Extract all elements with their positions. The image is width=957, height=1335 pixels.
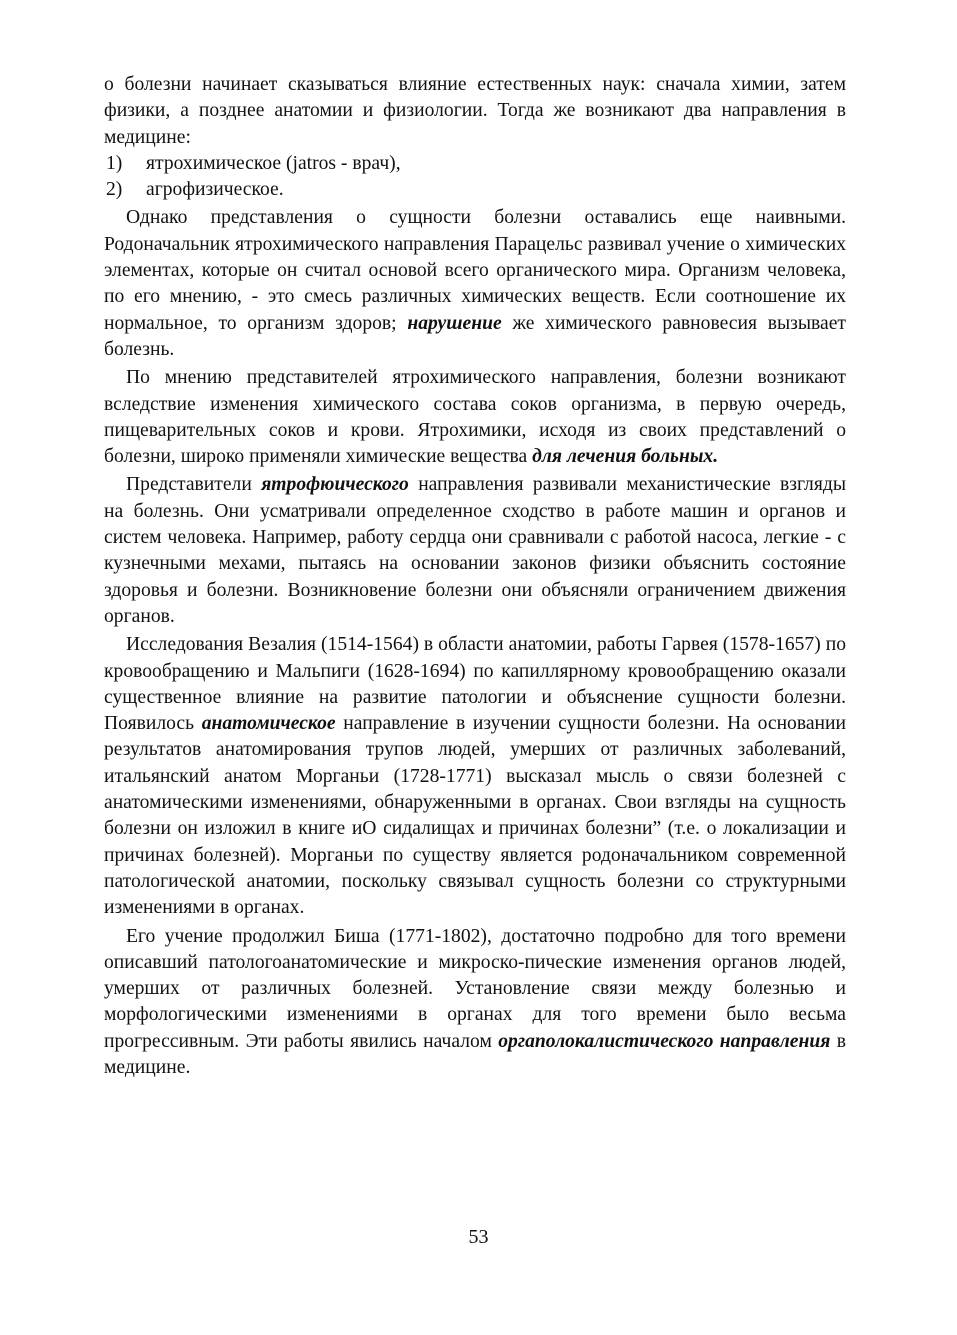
emphasis-term: для лечения больных. xyxy=(532,446,719,468)
paragraph-iatrochemists xyxy=(104,365,846,470)
emphasis-term: нарушение xyxy=(407,312,502,334)
page-number: 53 xyxy=(468,1226,489,1248)
paragraph-paracelsus xyxy=(104,205,846,363)
list-number: 1) xyxy=(106,152,123,174)
paragraph-text: в медицине. xyxy=(104,1030,846,1078)
list-text: агрофизическое. xyxy=(146,179,284,201)
list-text: ятрохимическое (jatros - врач), xyxy=(146,152,401,174)
paragraph-text: По мнению представителей ятрохимического направления, болезни возникают вследствие изменения химического состава соков организма, в первую очередь, пищеварительных соков и крови. Ятрохимики, исходя из своих представлений о болезни, широко применяли химические вещества xyxy=(104,367,846,468)
paragraph-bichat xyxy=(104,924,846,1082)
paragraph-iatrophysics xyxy=(104,472,846,630)
paragraph-anatomical xyxy=(104,632,846,921)
paragraph-text: Его учение продолжил Биша (1771-1802), достаточно подробно для того времени описавший патологоанатомические и микроско-пические изменения органов людей, умерших от различных болезней. Установление связи между болезнью и морфологическими изменениями в органах для того времени было весьма прогрессивным. Эти работы явились началом xyxy=(104,925,846,1052)
list-item xyxy=(104,177,846,203)
paragraph-text: же химического равновесия вызывает болезнь. xyxy=(104,312,846,360)
list-number: 2) xyxy=(106,179,123,201)
paragraph-text: направление в изучении сущности болезни. На основании результатов анатомирования трупов людей, умерших от различных заболеваний, итальянский анатом Морганьи (1728-1771) высказал мысль о связи болезней с анатомическими изменениями, обнаруженными в органах. Свои взгляды на сущность болезни он изложил в книге иО сидалищах и причинах болезни” (т.е. о локализации и причинах болезней). Морганьи по существу является родоначальником современной патологической анатомии, поскольку связывал сущность болезни со структурными изменениями в органах. xyxy=(104,713,846,919)
paragraph-text: направления развивали механистические взгляды на болезнь. Они усматривали определенное сходство в работе машин и органов и систем человека. Например, работу сердца они сравнивали с работой насоса, легкие - с кузнечными мехами, пытаясь на основании законов физики объяснить состояние здоровья и болезни. Возникновение болезни они объясняли ограничением движения органов. xyxy=(104,474,846,627)
intro-paragraph xyxy=(104,72,846,151)
paragraph-text: Исследования Везалия (1514-1564) в области анатомии, работы Гарвея (1578-1657) по кровообращению и Мальпиги (1628-1694) по капиллярному кровообращению оказали существенное влияние на развитие патологии и объяснение сущности болезни. Появилось xyxy=(104,634,846,735)
paragraph-text: Однако представления о сущности болезни оставались еще наивными. Родоначальник ятрохимического направления Парацельс развивал учение о химических элементах, которые он считал основой всего органического мира. Организм человека, по его мнению, - это смесь различных химических веществ. Если соотношение их нормальное, то организм здоров; xyxy=(104,207,846,334)
document-body xyxy=(104,72,846,1081)
emphasis-term: оргаполокалистического направления xyxy=(498,1030,831,1052)
paragraph-text: Представители xyxy=(126,474,252,496)
emphasis-term: анатомическое xyxy=(201,713,336,735)
list-item xyxy=(104,151,846,177)
emphasis-term: ятрофюического xyxy=(261,474,409,496)
intro-text: о болезни начинает сказываться влияние естественных наук: сначала химии, затем физики, а позднее анатомии и физиологии. Тогда же возникают два направления в медицине: xyxy=(104,74,846,148)
